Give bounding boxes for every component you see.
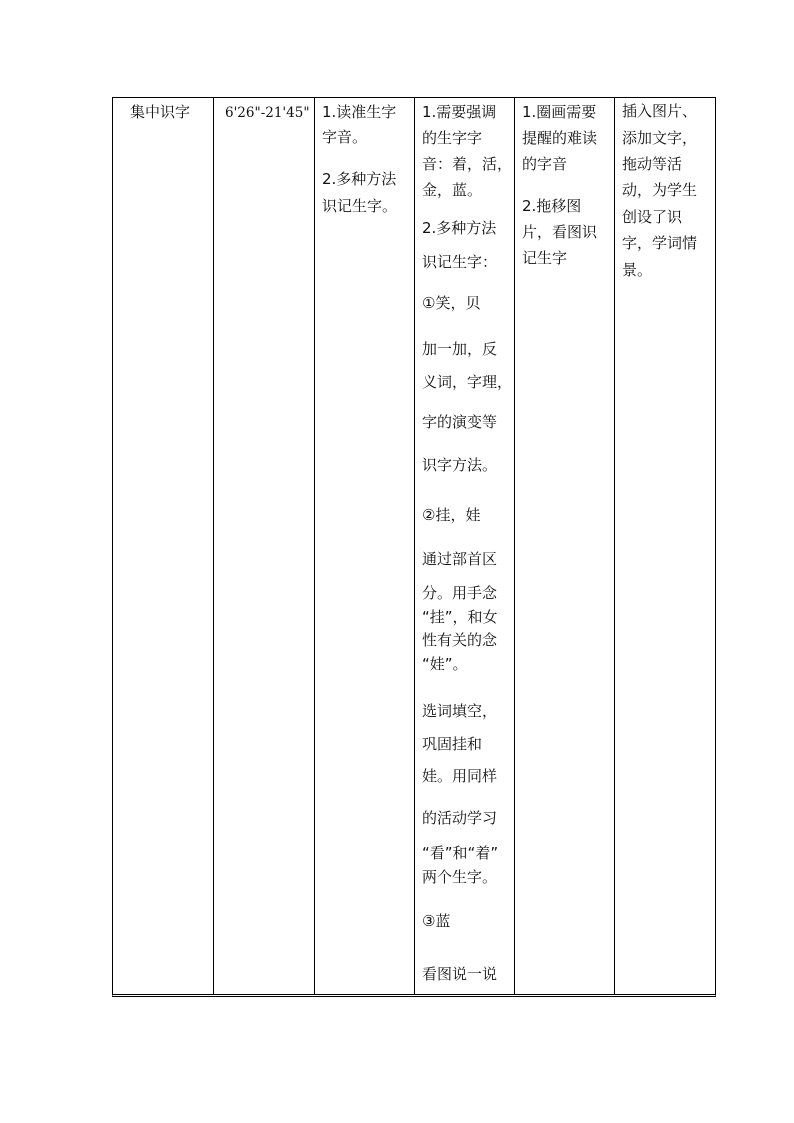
content-line: 字的演变等 bbox=[422, 413, 498, 431]
function-line: 拖动等活 bbox=[622, 155, 683, 173]
content-line: 通过部首区 bbox=[422, 550, 498, 568]
content-line: 识字方法。 bbox=[422, 456, 498, 474]
operation-line: 的字音 bbox=[522, 155, 568, 173]
content-line: 选词填空， bbox=[422, 702, 498, 720]
content-line: “挂”，和女 bbox=[422, 608, 498, 626]
goals-cell bbox=[315, 98, 415, 994]
content-line: 识记生字： bbox=[422, 253, 498, 271]
goal-1-line-1: 1.读准生字 bbox=[322, 103, 397, 121]
content-line: 看图说一说 bbox=[422, 965, 498, 983]
operation-line: 片，看图识 bbox=[522, 223, 598, 241]
content-line: 2.多种方法 bbox=[422, 219, 497, 237]
content-line: ③蓝 bbox=[422, 912, 451, 930]
content-line: 1.需要强调 bbox=[422, 103, 497, 121]
content-line: 的活动学习 bbox=[422, 809, 498, 827]
content-line: ②挂，娃 bbox=[422, 506, 481, 524]
content-cell bbox=[415, 98, 515, 994]
operation-line: 2.拖移图 bbox=[522, 197, 582, 215]
content-line: 巩固挂和 bbox=[422, 735, 483, 753]
goal-2-line-2: 识记生字。 bbox=[322, 197, 398, 215]
operation-line: 提醒的难读 bbox=[522, 129, 598, 147]
function-cell bbox=[615, 98, 716, 994]
content-line: “娃”。 bbox=[422, 655, 468, 673]
section-label: 集中识字 bbox=[130, 103, 191, 121]
content-line: 两个生字。 bbox=[422, 868, 498, 886]
function-line: 创设了识 bbox=[622, 208, 683, 226]
section-cell bbox=[113, 98, 214, 994]
function-line: 插入图片、 bbox=[622, 102, 698, 120]
goal-1-line-2: 字音。 bbox=[322, 128, 368, 146]
function-line: 动，为学生 bbox=[622, 181, 698, 199]
content-line: ①笑，贝 bbox=[422, 294, 481, 312]
content-line: 义词，字理， bbox=[422, 373, 513, 391]
content-line: 性有关的念 bbox=[422, 631, 498, 649]
content-line: 金，蓝。 bbox=[422, 181, 483, 199]
content-line: 加一加，反 bbox=[422, 340, 498, 358]
content-line: 娃。用同样 bbox=[422, 767, 498, 785]
function-line: 添加文字， bbox=[622, 129, 698, 147]
content-line: “看”和“着” bbox=[422, 844, 499, 862]
content-line: 音：着，活， bbox=[422, 155, 513, 173]
time-cell bbox=[214, 98, 315, 994]
operation-line: 1.圈画需要 bbox=[522, 103, 597, 121]
operation-line: 记生字 bbox=[522, 249, 568, 267]
content-line: 的生字字 bbox=[422, 129, 483, 147]
function-line: 字，学词情 bbox=[622, 234, 698, 252]
content-line: 分。用手念 bbox=[422, 584, 498, 602]
goal-2-line-1: 2.多种方法 bbox=[322, 170, 397, 188]
time-range: 6'26"-21'45" bbox=[225, 105, 310, 121]
lesson-table bbox=[112, 97, 716, 997]
operation-cell bbox=[515, 98, 615, 994]
function-line: 景。 bbox=[622, 261, 653, 279]
